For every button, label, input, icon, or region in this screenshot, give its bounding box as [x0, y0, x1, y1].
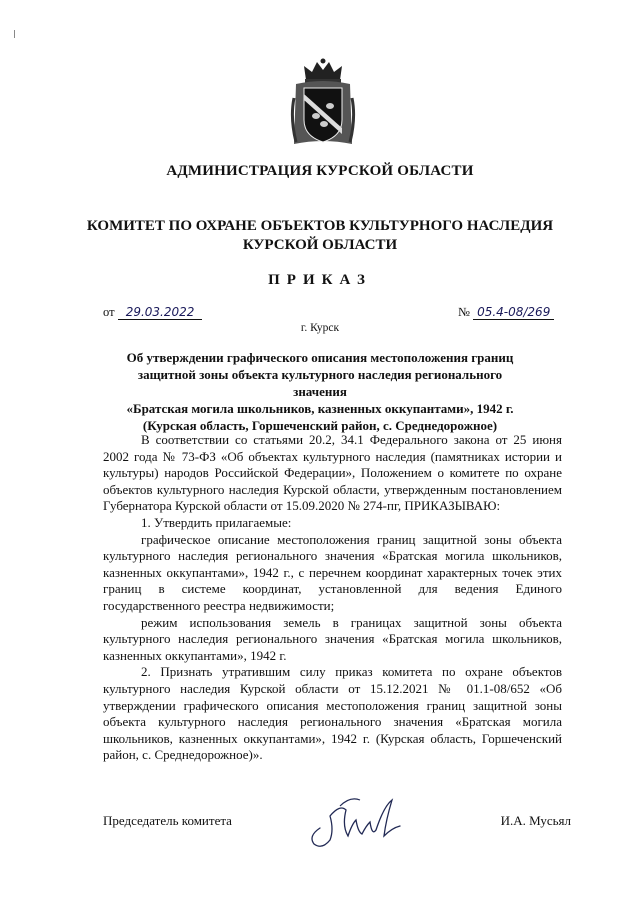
paragraph-preamble: В соответствии со статьями 20.2, 34.1 Федерального закона от 25 июня 2002 года № 73-ФЗ «Об объектах культурного наследия (памятниках истории и культуры) народов Российской Федерации», Положением о комитете по охране объектов культурного наследия Курской области, утвержденным постановлением Губернатора Курской области от 15.09.2020 № 274-пг, ПРИКАЗЫВАЮ:: [103, 432, 562, 514]
date-prefix: от: [103, 305, 115, 319]
order-body: [103, 432, 562, 764]
subject-line4: (Курская область, Горшеченский район, с. Среднедорожное): [142, 418, 498, 433]
subject-line2: защитной зоны объекта культурного наследия регионального значения: [137, 367, 503, 399]
signatory-title: Председатель комитета: [103, 813, 232, 828]
subject-line3: «Братская могила школьников, казненных оккупантами», 1942 г.: [126, 401, 514, 416]
order-number: [458, 305, 554, 320]
committee-title-line1: КОМИТЕТ ПО ОХРАНЕ ОБЪЕКТОВ КУЛЬТУРНОГО НАСЛЕДИЯ: [86, 218, 554, 234]
administration-title: АДМИНИСТРАЦИЯ КУРСКОЙ ОБЛАСТИ: [166, 163, 474, 179]
date-value: 29.03.2022: [118, 305, 203, 320]
paragraph-item2: 2. Признать утратившим силу приказ комитета по охране объектов культурного наследия Курской области от 15.12.2021 № 01.1-08/652 «Об утверждении графического описания местоположения границ защитной зоны объекта культурного наследия регионального значения «Братская могила школьников, казненных оккупантами», 1942 г. (Курская область, Горшеченский район, с. Среднедорожное)».: [103, 664, 562, 763]
paragraph-item1: 1. Утвердить прилагаемые:: [141, 514, 292, 530]
subject-line1: Об утверждении графического описания местоположения границ: [126, 350, 514, 365]
margin-mark: [14, 30, 15, 38]
paragraph-item1-regime: режим использования земель в границах защитной зоны объекта культурного наследия регионального значения «Братская могила школьников, казненных оккупантами», 1942 г.: [103, 614, 562, 663]
committee-title: [0, 217, 640, 255]
number-prefix: №: [458, 305, 470, 319]
city: г. Курск: [300, 322, 340, 334]
committee-title-line2: КУРСКОЙ ОБЛАСТИ: [242, 237, 398, 253]
paragraph-item1-graphic: графическое описание местоположения границ защитной зоны объекта культурного наследия регионального значения «Братская могила школьников, казненных оккупантами», 1942 г., с перечнем координат характерных точек этих границ в системе координат, установленной для ведения Единого государственного реестра недвижимости;: [103, 531, 562, 613]
document-type: ПРИКАЗ: [268, 272, 372, 288]
order-date: [103, 305, 202, 320]
signatory-name: И.А. Мусьял: [500, 813, 571, 828]
number-value: 05.4-08/269: [473, 305, 554, 320]
handwritten-signature: [300, 786, 410, 856]
kursk-oblast-coat-of-arms-icon: [290, 58, 356, 148]
order-subject: [110, 349, 530, 434]
